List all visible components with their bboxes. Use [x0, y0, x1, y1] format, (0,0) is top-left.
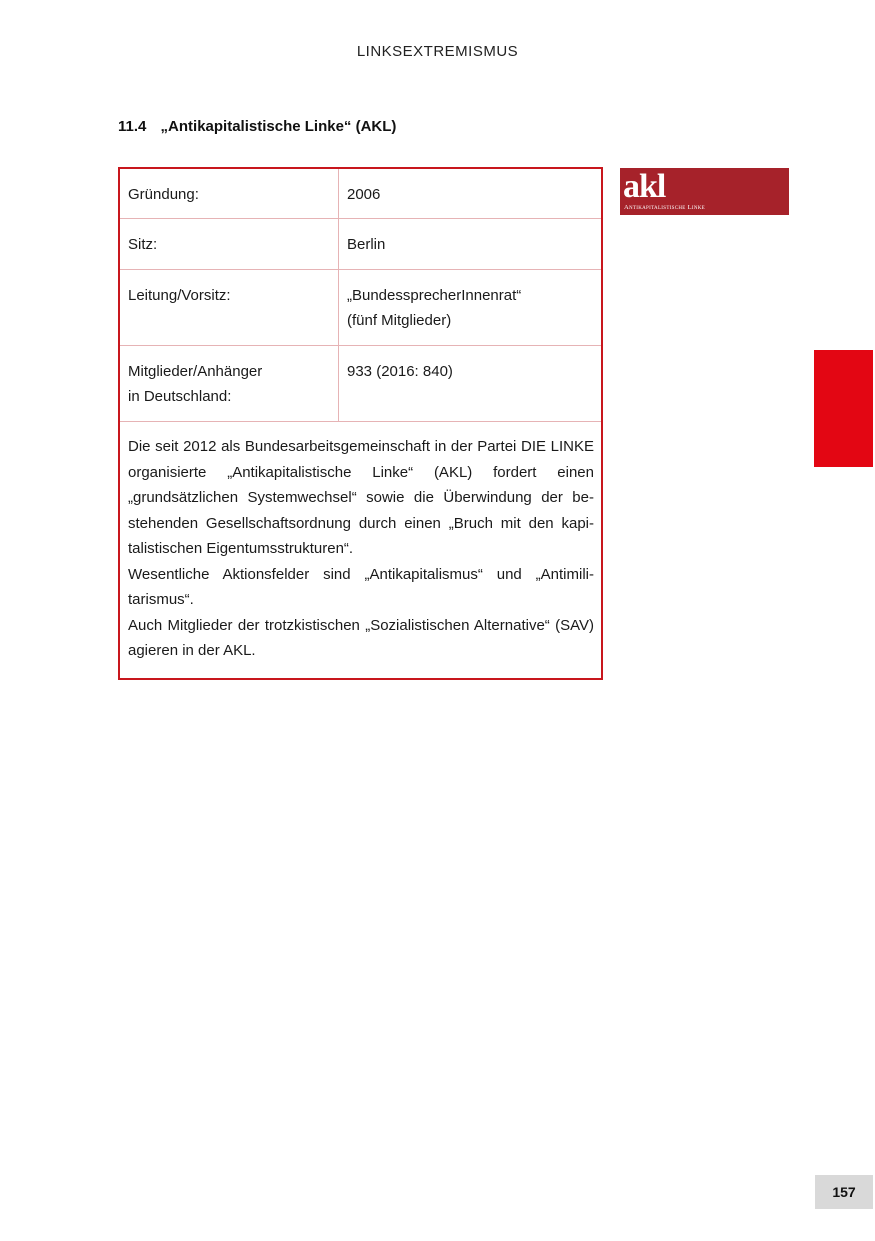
description-paragraph: Auch Mitglieder der trotzkistischen „Sozialistischen Alternative“ (SAV) agieren in der AKL.: [128, 616, 594, 659]
fact-value-line: „BundessprecherInnenrat“: [347, 287, 522, 304]
logo-subtitle: Antikapitalistische Linke: [624, 204, 705, 211]
fact-description: [120, 422, 601, 678]
section-title: „Antikapitalistische Linke“ (AKL): [160, 118, 397, 135]
running-header: LINKSEXTREMISMUS: [356, 43, 519, 60]
fact-value: 933 (2016: 840): [347, 363, 453, 380]
fact-row-leadership: [120, 270, 601, 346]
fact-label: Gründung:: [120, 169, 339, 218]
fact-value: [339, 270, 601, 345]
fact-row-seat: [120, 219, 601, 270]
fact-row-members: [120, 346, 601, 422]
fact-value-line: (fünf Mitglieder): [347, 312, 452, 329]
description-paragraph: Die seit 2012 als Bundesarbeitsgemeinschaft in der Partei DIE LINKE organisierte „Antikapitalistische Linke“ (AKL) fordert einen „grundsätzlichen Systemwechsel“ sowie die Überwindung der bestehenden Gesellschaftsordnung durch einen „Bruch mit den kapitalistischen Eigentumsstrukturen“.: [128, 438, 594, 557]
fact-label-line: in Deutschland:: [128, 388, 232, 405]
description-paragraph: Wesentliche Aktionsfelder sind „Antikapitalismus“ und „Antimilitarismus“.: [128, 565, 594, 608]
fact-label: Sitz:: [120, 219, 339, 269]
fact-label: Leitung/Vorsitz:: [120, 270, 339, 345]
chapter-side-tab: [814, 350, 873, 467]
fact-value: Berlin: [347, 236, 386, 253]
fact-value: 2006: [347, 186, 381, 203]
fact-label-line: Mitglieder/Anhänger: [128, 363, 263, 380]
logo-mark: akl: [623, 168, 666, 205]
fact-box: [118, 167, 603, 680]
section-heading: [118, 118, 396, 135]
page-number: 157: [815, 1175, 873, 1209]
fact-label: [120, 346, 339, 421]
akl-logo: [620, 168, 789, 215]
section-number: 11.4: [118, 118, 147, 135]
fact-row-founding: [120, 169, 601, 219]
